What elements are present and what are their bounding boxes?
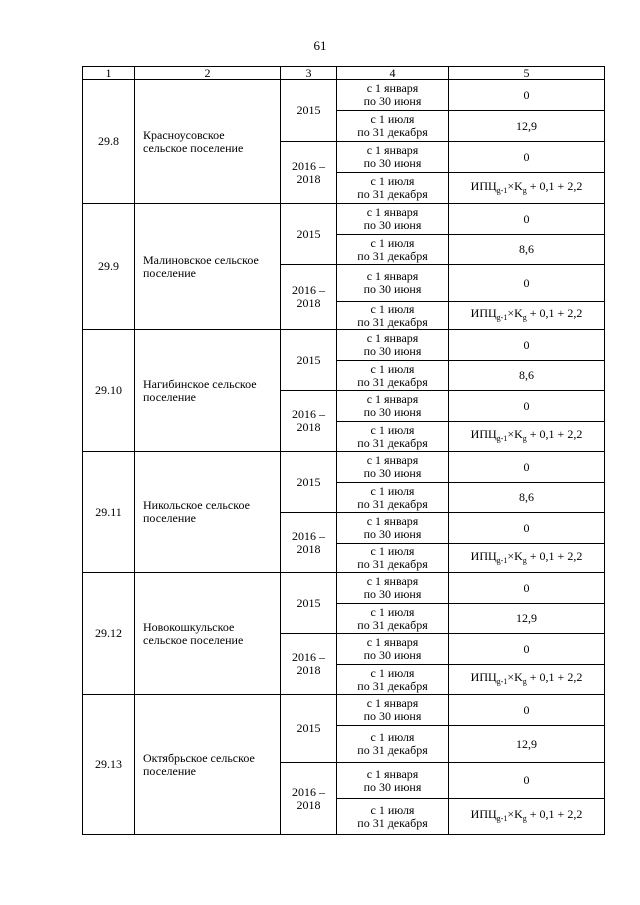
- formula-ipc: ИПЦ: [470, 548, 497, 563]
- year-text: 2018: [296, 296, 321, 310]
- period-line: с 1 июля: [370, 730, 415, 744]
- value-cell: [449, 235, 605, 265]
- period-line: по 31 декабря: [357, 125, 428, 139]
- period-line: по 30 июня: [363, 405, 422, 419]
- value-cell: [449, 573, 605, 604]
- period-line: по 30 июня: [363, 344, 422, 358]
- column-header: 1: [83, 67, 135, 80]
- period-line: по 30 июня: [363, 94, 422, 108]
- period-line: с 1 июля: [370, 483, 415, 498]
- value-cell: [449, 513, 605, 544]
- value-text: 0: [523, 87, 530, 102]
- formula-times: ×: [507, 807, 515, 821]
- year-text: 2016 –: [292, 158, 325, 173]
- year-text: 2016 –: [292, 650, 325, 664]
- year-cell: [281, 763, 337, 835]
- value-text: 0: [523, 398, 530, 413]
- period-cell: [337, 634, 449, 665]
- period-cell: [337, 665, 449, 695]
- formula-k: K: [514, 178, 523, 193]
- value-text: 8,6: [519, 490, 534, 504]
- settlement-name-line: сельское поселение: [143, 140, 244, 155]
- period-line: по 31 декабря: [357, 743, 428, 757]
- formula-ipc-index: g-1: [496, 814, 508, 823]
- year-cell: [281, 573, 337, 634]
- year-cell: [281, 452, 337, 513]
- formula-k-index: g: [522, 677, 527, 686]
- period-line: с 1 января: [366, 205, 419, 219]
- value-cell: [449, 391, 605, 422]
- period-cell: [337, 361, 449, 391]
- period-line: с 1 января: [366, 766, 419, 781]
- period-line: по 31 декабря: [357, 557, 428, 571]
- value-text: 0: [523, 211, 530, 226]
- period-line: по 31 декабря: [357, 435, 428, 450]
- year-text: 2016 –: [292, 784, 325, 799]
- table-row: [83, 80, 605, 111]
- formula-ipc-index: g-1: [496, 434, 508, 443]
- table-row: [83, 452, 605, 483]
- table-row: [83, 695, 605, 726]
- formula-tail: + 0,1 + 2,2: [526, 306, 583, 320]
- formula-k-index: g: [522, 313, 527, 322]
- formula-tail: + 0,1 + 2,2: [526, 178, 583, 193]
- settlement-name-cell: [135, 573, 281, 695]
- formula-k: K: [514, 670, 523, 684]
- period-line: по 31 декабря: [357, 248, 428, 263]
- value-text: 12,9: [516, 611, 537, 625]
- year-text: 2016 –: [292, 283, 325, 297]
- value-cell: [449, 799, 605, 835]
- period-line: с 1 января: [366, 392, 419, 406]
- year-text: 2015: [296, 103, 321, 117]
- period-cell: [337, 111, 449, 142]
- value-cell: [449, 452, 605, 483]
- period-line: по 31 декабря: [357, 815, 428, 830]
- tariff-formula: [471, 549, 583, 563]
- settlement-name-line: Красноусовское: [143, 127, 225, 142]
- value-text: 0: [523, 149, 530, 164]
- year-text: 2015: [296, 226, 321, 241]
- period-cell: [337, 391, 449, 422]
- period-line: по 30 июня: [363, 779, 422, 794]
- column-header: 3: [281, 67, 337, 80]
- period-line: по 31 декабря: [357, 374, 428, 389]
- page-number: 61: [313, 38, 327, 53]
- year-cell: [281, 634, 337, 695]
- tariff-table: [82, 66, 605, 835]
- formula-tail: + 0,1 + 2,2: [526, 670, 583, 684]
- row-number-cell: 29.9: [83, 204, 135, 330]
- period-line: по 30 июня: [363, 648, 422, 662]
- header-row: [83, 67, 605, 80]
- year-text: 2018: [296, 171, 321, 186]
- period-cell: [337, 302, 449, 330]
- period-cell: [337, 452, 449, 483]
- formula-k-index: g: [522, 555, 527, 565]
- table-row: [83, 573, 605, 604]
- settlement-name-cell: [135, 330, 281, 452]
- value-cell: [449, 302, 605, 330]
- period-line: с 1 января: [366, 81, 419, 95]
- period-line: по 30 июня: [363, 587, 422, 601]
- formula-tail: + 0,1 + 2,2: [526, 427, 583, 441]
- year-cell: [281, 204, 337, 265]
- period-cell: [337, 422, 449, 452]
- formula-times: ×: [507, 670, 515, 684]
- year-text: 2016 –: [292, 528, 325, 543]
- year-cell: [281, 695, 337, 763]
- period-line: с 1 июля: [370, 665, 415, 680]
- period-cell: [337, 573, 449, 604]
- table-row: [83, 204, 605, 235]
- year-text: 2015: [296, 352, 321, 367]
- value-text: 0: [523, 641, 530, 656]
- period-line: по 30 июня: [363, 709, 422, 723]
- period-line: с 1 июля: [370, 301, 415, 316]
- tariff-formula: [471, 306, 583, 320]
- row-number-cell: 29.8: [83, 80, 135, 204]
- year-cell: [281, 80, 337, 142]
- period-line: по 31 декабря: [357, 678, 428, 693]
- period-line: по 31 декабря: [357, 496, 428, 511]
- formula-times: ×: [507, 306, 515, 320]
- tariff-formula: [471, 807, 583, 821]
- period-cell: [337, 235, 449, 265]
- formula-k-index: g: [522, 814, 527, 823]
- settlement-name-line: поселение: [143, 265, 197, 280]
- column-header: 4: [337, 67, 449, 80]
- formula-times: ×: [507, 427, 515, 441]
- period-line: с 1 января: [366, 331, 419, 345]
- year-text: 2015: [296, 721, 321, 735]
- year-cell: [281, 391, 337, 452]
- period-cell: [337, 173, 449, 204]
- formula-k-index: g: [522, 434, 527, 443]
- value-cell: [449, 726, 605, 763]
- value-text: 12,9: [516, 118, 537, 133]
- period-line: по 31 декабря: [357, 617, 428, 632]
- value-cell: [449, 634, 605, 665]
- period-line: с 1 января: [366, 514, 419, 528]
- formula-ipc-index: g-1: [496, 313, 508, 322]
- year-cell: [281, 142, 337, 204]
- period-line: с 1 января: [366, 574, 419, 588]
- period-line: с 1 января: [366, 143, 419, 157]
- value-cell: [449, 204, 605, 235]
- value-cell: [449, 544, 605, 573]
- period-line: с 1 июля: [370, 235, 415, 250]
- formula-tail: + 0,1 + 2,2: [526, 548, 583, 563]
- row-number-cell: 29.13: [83, 695, 135, 835]
- value-cell: [449, 265, 605, 302]
- year-cell: [281, 513, 337, 573]
- period-line: по 30 июня: [363, 156, 422, 170]
- year-text: 2018: [296, 541, 321, 556]
- value-cell: [449, 422, 605, 452]
- formula-ipc: ИПЦ: [470, 306, 497, 320]
- settlement-name-line: поселение: [143, 511, 197, 525]
- period-line: с 1 июля: [370, 422, 415, 437]
- formula-k-index: g: [522, 185, 527, 195]
- formula-ipc: ИПЦ: [470, 178, 497, 193]
- period-cell: [337, 544, 449, 573]
- value-cell: [449, 604, 605, 634]
- period-line: с 1 января: [366, 696, 419, 710]
- period-cell: [337, 695, 449, 726]
- settlement-name-line: поселение: [143, 763, 197, 778]
- value-cell: [449, 330, 605, 361]
- period-cell: [337, 513, 449, 544]
- period-line: с 1 июля: [370, 802, 415, 817]
- period-line: по 31 декабря: [357, 314, 428, 329]
- year-text: 2015: [296, 474, 321, 489]
- settlement-name-cell: [135, 80, 281, 204]
- period-line: с 1 января: [366, 269, 419, 283]
- year-text: 2018: [296, 797, 321, 812]
- formula-ipc: ИПЦ: [470, 807, 497, 821]
- value-text: 8,6: [519, 242, 534, 256]
- year-cell: [281, 265, 337, 330]
- period-line: с 1 января: [366, 453, 419, 467]
- formula-times: ×: [507, 548, 515, 563]
- formula-k: K: [514, 807, 523, 821]
- row-number-cell: 29.10: [83, 330, 135, 452]
- value-cell: [449, 695, 605, 726]
- value-text: 0: [523, 773, 530, 787]
- formula-k: K: [514, 548, 523, 563]
- formula-ipc-index: g-1: [496, 555, 508, 565]
- value-cell: [449, 665, 605, 695]
- period-cell: [337, 80, 449, 111]
- value-cell: [449, 361, 605, 391]
- column-header: 2: [135, 67, 281, 80]
- column-header: 5: [449, 67, 605, 80]
- settlement-name-line: Нагибинское сельское: [143, 376, 257, 391]
- value-cell: [449, 142, 605, 173]
- period-cell: [337, 604, 449, 634]
- formula-k: K: [514, 427, 523, 441]
- tariff-formula: [471, 179, 583, 193]
- settlement-name-line: Малиновское сельское: [143, 252, 259, 267]
- period-cell: [337, 763, 449, 799]
- period-cell: [337, 799, 449, 835]
- period-line: с 1 июля: [370, 544, 415, 558]
- table-row: [83, 330, 605, 361]
- value-text: 0: [523, 459, 530, 474]
- value-text: 0: [523, 275, 530, 290]
- value-cell: [449, 483, 605, 513]
- settlement-name-cell: [135, 452, 281, 573]
- settlement-name-line: Никольское сельское: [143, 498, 250, 512]
- period-line: по 30 июня: [363, 218, 422, 232]
- period-line: с 1 июля: [370, 361, 415, 376]
- period-line: по 30 июня: [363, 466, 422, 480]
- year-text: 2015: [296, 595, 321, 610]
- value-cell: [449, 80, 605, 111]
- value-cell: [449, 173, 605, 204]
- table-body: [83, 67, 605, 835]
- formula-ipc-index: g-1: [496, 185, 508, 195]
- period-line: с 1 июля: [370, 112, 415, 126]
- formula-ipc: ИПЦ: [470, 670, 497, 684]
- value-text: 8,6: [519, 368, 534, 382]
- value-text: 0: [523, 702, 530, 717]
- year-text: 2018: [296, 420, 321, 434]
- period-line: с 1 июля: [370, 174, 415, 188]
- period-line: по 30 июня: [363, 527, 422, 541]
- settlement-name-line: поселение: [143, 389, 197, 404]
- settlement-name-line: Новокошкульское: [143, 619, 235, 634]
- formula-ipc-index: g-1: [496, 677, 508, 686]
- year-cell: [281, 330, 337, 391]
- settlement-name-line: Октябрьское сельское: [143, 750, 255, 765]
- period-cell: [337, 330, 449, 361]
- formula-tail: + 0,1 + 2,2: [526, 807, 583, 821]
- period-line: с 1 июля: [370, 604, 415, 619]
- period-cell: [337, 204, 449, 235]
- period-line: по 31 декабря: [357, 187, 428, 201]
- period-line: по 30 июня: [363, 282, 422, 296]
- period-cell: [337, 142, 449, 173]
- tariff-formula: [471, 427, 583, 441]
- value-cell: [449, 763, 605, 799]
- value-text: 12,9: [516, 736, 537, 751]
- value-text: 0: [523, 580, 530, 595]
- settlement-name-line: сельское поселение: [143, 632, 244, 647]
- settlement-name-cell: [135, 204, 281, 330]
- value-cell: [449, 111, 605, 142]
- settlement-name-cell: [135, 695, 281, 835]
- period-line: с 1 января: [366, 635, 419, 649]
- year-text: 2016 –: [292, 407, 325, 421]
- formula-times: ×: [507, 178, 515, 193]
- period-cell: [337, 265, 449, 302]
- value-text: 0: [523, 520, 530, 535]
- row-number-cell: 29.11: [83, 452, 135, 573]
- year-text: 2018: [296, 663, 321, 677]
- tariff-formula: [471, 670, 583, 684]
- formula-k: K: [514, 306, 523, 320]
- formula-ipc: ИПЦ: [470, 427, 497, 441]
- value-text: 0: [523, 337, 530, 352]
- period-cell: [337, 726, 449, 763]
- row-number-cell: 29.12: [83, 573, 135, 695]
- period-cell: [337, 483, 449, 513]
